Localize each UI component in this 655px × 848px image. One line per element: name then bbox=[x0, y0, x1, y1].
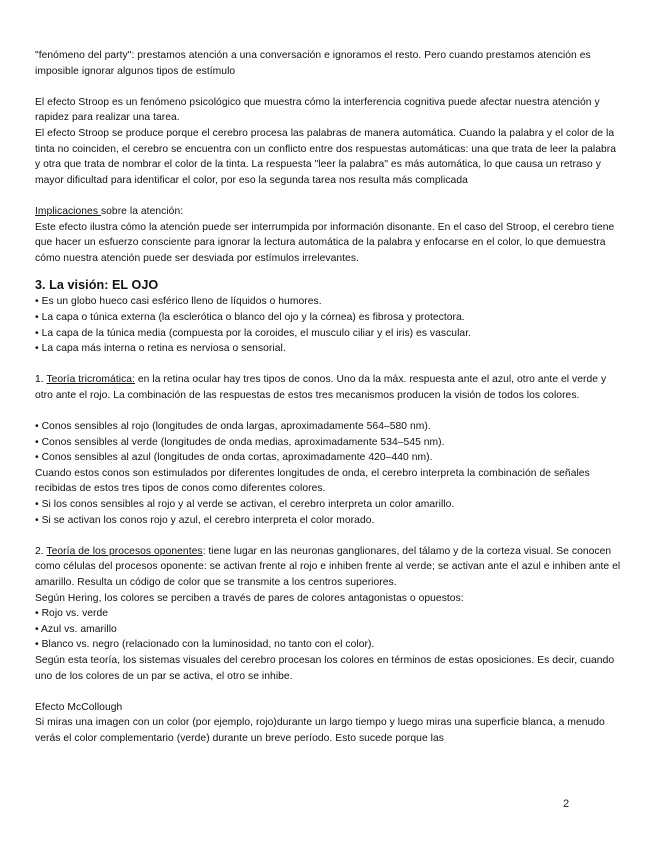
list-item: • Es un globo hueco casi esférico lleno de líquidos o humores. bbox=[35, 296, 322, 308]
spacer bbox=[35, 528, 621, 544]
numbering: 1. bbox=[35, 374, 47, 386]
paragraph-stroop-definition: El efecto Stroop es un fenómeno psicológico que muestra cómo la interferencia cognitiva puede afectar nuestra atención y rapidez para realizar una tarea. bbox=[35, 96, 600, 124]
numbering: 2. bbox=[35, 545, 47, 557]
paragraph-implicaciones: Este efecto ilustra cómo la atención puede ser interrumpida por información disonante. En el caso del Stroop, el cerebro tiene que hacer un esfuerzo consciente para ignorar la lectura automática de la palabra y enfocarse en el color, lo que demuestra cómo nuestra atención puede ser desviada por estímulos irrelevantes. bbox=[35, 221, 615, 264]
procesos-oponentes-text: : tiene lugar en las neuronas ganglionares, del tálamo y de la corteza visual. Se conocen como células del procesos oponente: se activan frente al rojo e inhiben frente al verde; se activan ante el azul e inhiben ante el amarillo. Resulta un código de color que se transmite a los centros superiores. bbox=[35, 545, 621, 588]
mccollough-title: Efecto McCollough bbox=[35, 701, 123, 713]
paragraph-party-effect: "fenómeno del party": prestamos atención a una conversación e ignoramos el resto. Pero cuando prestamos atención es imposible ignorar algunos tipos de estímulo bbox=[35, 50, 591, 77]
spacer bbox=[35, 188, 621, 204]
list-item: • Rojo vs. verde bbox=[35, 608, 109, 620]
spacer bbox=[35, 403, 621, 419]
paragraph-hering: Según Hering, los colores se perciben a través de pares de colores antagonistas o opuestos: bbox=[35, 592, 464, 604]
procesos-oponentes-label: Teoría de los procesos oponentes bbox=[46, 545, 203, 557]
paragraph-procesos-oponentes bbox=[35, 544, 621, 591]
implicaciones-label: Implicaciones bbox=[35, 205, 101, 217]
paragraph-stroop-explanation: El efecto Stroop se produce porque el cerebro procesa las palabras de manera automática. Cuando la palabra y el color de la tinta no coinciden, el cerebro se encuentra con un conflicto entre dos respuestas automáticas: una que trata de leer la palabra y otra que trata de nombrar el color de la tinta. La respuesta "leer la palabra" es más automática, lo que causa un retraso y mayor dificultad para identificar el color, por eso la segunda tarea nos resulta más complicada bbox=[35, 127, 617, 186]
implicaciones-rest: sobre la atención: bbox=[100, 205, 184, 217]
page-number: 2 bbox=[563, 798, 570, 810]
list-item: • La capa de la túnica media (compuesta por la coroides, el musculo ciliar y el iris) es vascular. bbox=[35, 327, 472, 339]
list-item: • Azul vs. amarillo bbox=[35, 623, 117, 635]
paragraph-mccollough: Si miras una imagen con un color (por ejemplo, rojo)durante un largo tiempo y luego miras una superficie blanca, a menudo verás el color complementario (verde) durante un breve período. Esto sucede porque las bbox=[35, 717, 605, 744]
paragraph-conos: Cuando estos conos son estimulados por diferentes longitudes de onda, el cerebro interpreta la combinación de señales recibidas de estos tres tipos de conos como diferentes colores. bbox=[35, 467, 590, 495]
list-item: • La capa o túnica externa (la esclerótica o blanco del ojo y la córnea) es fibrosa y protectora. bbox=[35, 311, 465, 323]
list-item: • Conos sensibles al verde (longitudes de onda medias, aproximadamente 534–545 nm). bbox=[35, 436, 445, 448]
implicaciones-heading bbox=[35, 204, 621, 220]
section-title: 3. La visión: EL OJO bbox=[35, 278, 159, 293]
paragraph-teoria-oposiciones: Según esta teoría, los sistemas visuales del cerebro procesan los colores en términos de estas oposiciones. Es decir, cuando uno de los colores de un par se activa, el otro se inhibe. bbox=[35, 654, 615, 682]
list-item: • Conos sensibles al rojo (longitudes de onda largas, aproximadamente 564–580 nm). bbox=[35, 421, 431, 433]
teoria-tricromatica-label: Teoría tricromática: bbox=[46, 374, 135, 386]
list-item: • Si los conos sensibles al rojo y al verde se activan, el cerebro interpreta un color amarillo. bbox=[35, 499, 455, 511]
list-item: • Blanco vs. negro (relacionado con la luminosidad, no tanto con el color). bbox=[35, 639, 375, 651]
teoria-tricromatica-text: en la retina ocular hay tres tipos de conos. Uno da la máx. respuesta ante el azul, otro ante el verde y otro ante el rojo. La combinación de las respuestas de estos tres mecanismos producen la visión de todos los colores. bbox=[35, 374, 607, 401]
spacer bbox=[35, 357, 621, 373]
page-content bbox=[35, 48, 621, 747]
spacer bbox=[35, 79, 621, 95]
list-item: • La capa más interna o retina es nerviosa o sensorial. bbox=[35, 343, 286, 355]
paragraph-teoria-tricromatica bbox=[35, 372, 621, 403]
list-item: • Si se activan los conos rojo y azul, el cerebro interpreta el color morado. bbox=[35, 514, 375, 526]
spacer bbox=[35, 684, 621, 700]
spacer bbox=[35, 266, 621, 277]
list-item: • Conos sensibles al azul (longitudes de onda cortas, aproximadamente 420–440 nm). bbox=[35, 452, 433, 464]
